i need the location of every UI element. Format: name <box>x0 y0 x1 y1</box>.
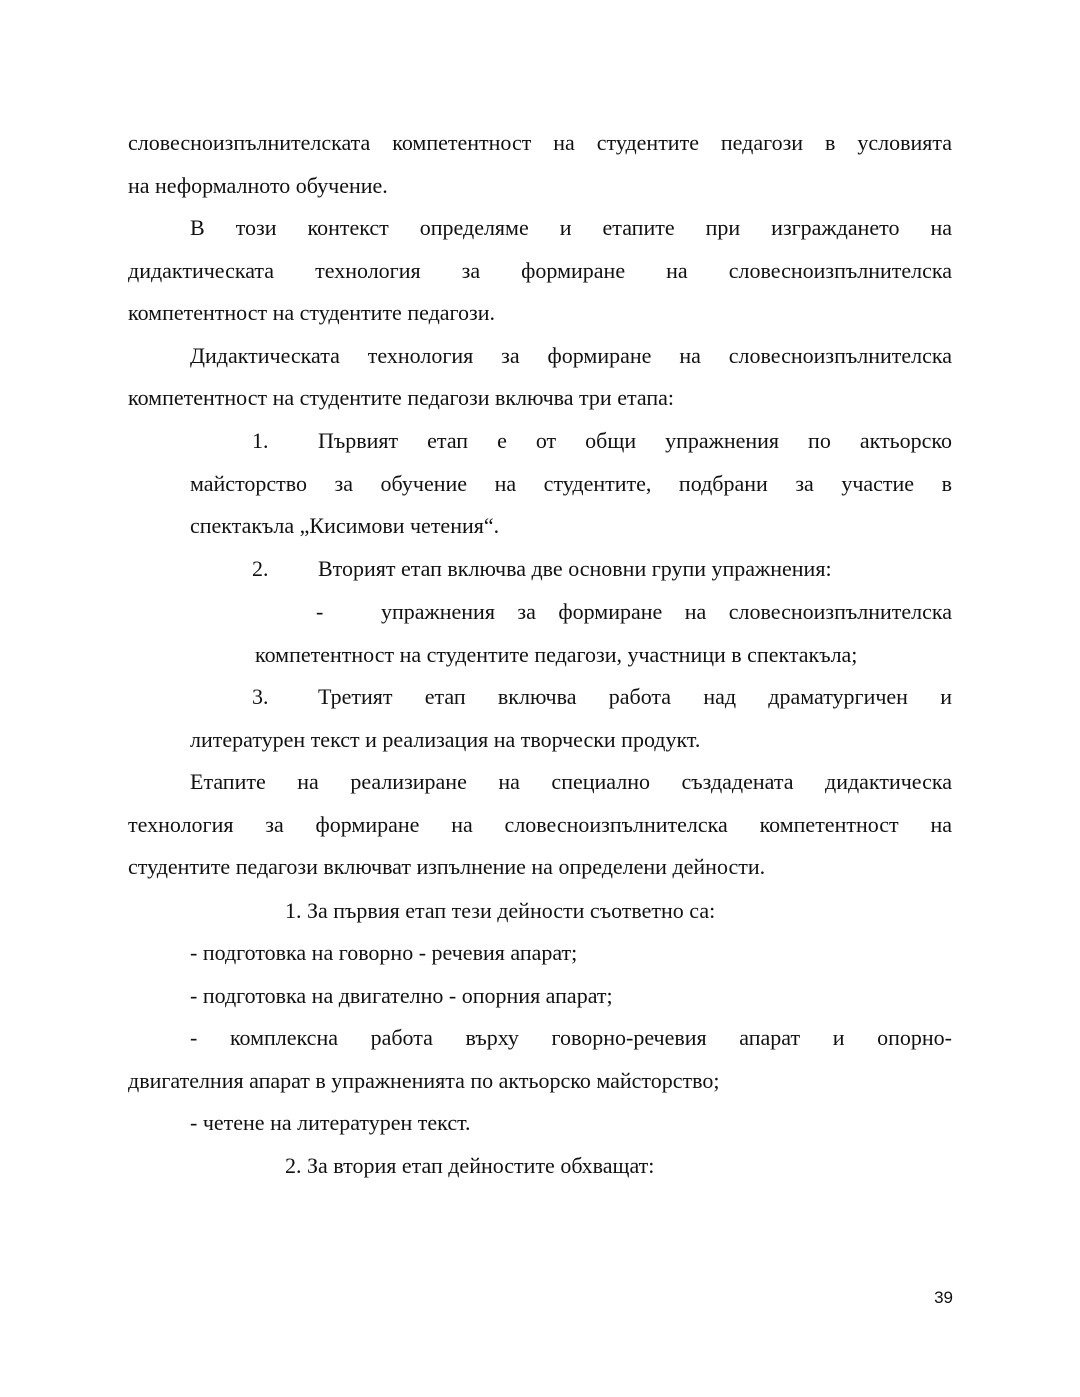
activity-item: двигателния апарат в упражненията по актьорско майсторство; <box>128 1068 720 1093</box>
paragraph-line: компетентност на студентите педагози. <box>128 300 495 325</box>
list-number: 2. <box>252 556 269 581</box>
page-number: 39 <box>934 1288 953 1307</box>
list-dash: - <box>316 599 324 624</box>
paragraph-line: словесноизпълнителската компетентност на студентите педагози в условията <box>128 130 952 155</box>
list-item-line: майсторство за обучение на студентите, подбрани за участие в <box>190 471 952 496</box>
section-heading: 2. За втория етап дейностите обхващат: <box>285 1153 655 1178</box>
list-item-line: Вторият етап включва две основни групи упражнения: <box>318 556 832 581</box>
activity-item: - четене на литературен текст. <box>190 1110 471 1135</box>
paragraph-line: Дидактическата технология за формиране на словесноизпълнителска <box>190 343 952 368</box>
list-item-line: Третият етап включва работа над драматургичен и <box>318 684 952 709</box>
sub-list-item-line: компетентност на студентите педагози, участници в спектакъла; <box>255 642 858 667</box>
paragraph-line: В този контекст определяме и етапите при изграждането на <box>190 215 952 240</box>
activity-item: - подготовка на двигателно - опорния апарат; <box>190 983 613 1008</box>
paragraph-line: компетентност на студентите педагози включва три етапа: <box>128 385 674 410</box>
sub-list-item-line: упражнения за формиране на словесноизпълнителска <box>381 599 952 624</box>
list-item-line: литературен текст и реализация на творчески продукт. <box>190 727 701 752</box>
paragraph-line: технология за формиране на словесноизпълнителска компетентност на <box>128 812 952 837</box>
paragraph-line: Етапите на реализиране на специално създадената дидактическа <box>190 769 952 794</box>
paragraph-line: дидактическата технология за формиране на словесноизпълнителска <box>128 258 952 283</box>
activity-item: - комплексна работа върху говорно-речевия апарат и опорно- <box>190 1025 952 1050</box>
paragraph-line: студентите педагози включват изпълнение на определени дейности. <box>128 854 766 879</box>
section-heading: 1. За първия етап тези дейности съответно са: <box>285 898 716 923</box>
paragraph-line: на неформалното обучение. <box>128 173 388 198</box>
activity-item: - подготовка на говорно - речевия апарат; <box>190 940 578 965</box>
list-item-line: Първият етап е от общи упражнения по актьорско <box>318 428 952 453</box>
list-number: 3. <box>252 684 269 709</box>
list-number: 1. <box>252 428 269 453</box>
list-item-line: спектакъла „Кисимови четения“. <box>190 513 500 538</box>
